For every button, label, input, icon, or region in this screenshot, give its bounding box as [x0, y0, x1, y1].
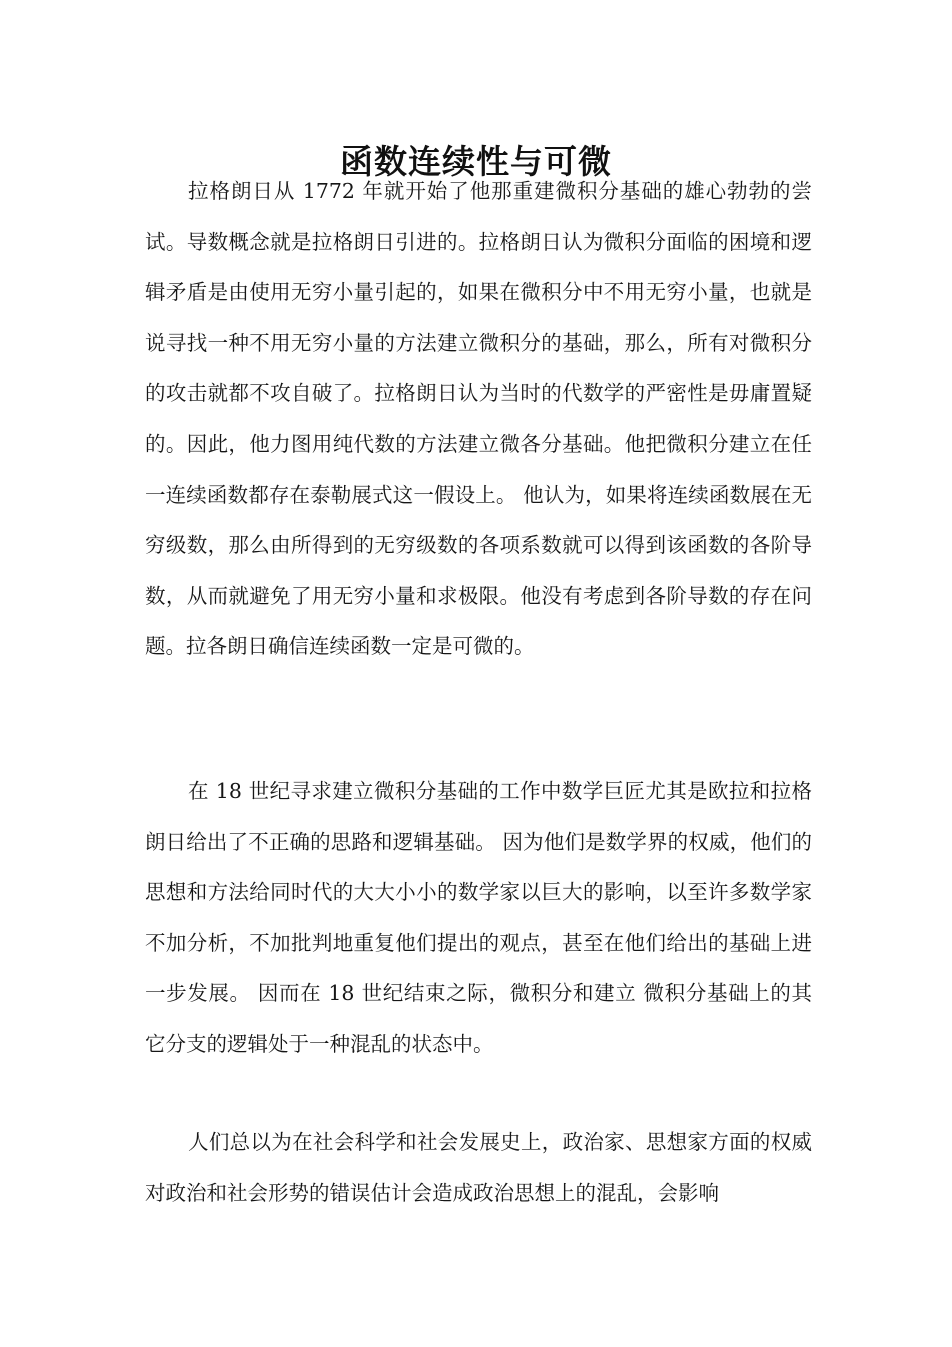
paragraph-3: 人们总以为在社会科学和社会发展史上，政治家、思想家方面的权威对政治和社会形势的错误估计会造成政治思想上的混乱，会影响: [145, 1130, 812, 1205]
paragraph-2: 在 18 世纪寻求建立微积分基础的工作中数学巨匠尤其是欧拉和拉格朗日给出了不正确的思路和逻辑基础。 因为他们是数学界的权威，他们的思想和方法给同时代的大大小小的数学家以巨大的影响，以至许多数学家不加分析，不加批判地重复他们提出的观点，甚至在他们给出的基础上进一步发展。 因而在 18 世纪结束之际，微积分和建立 微积分基础上的其它分支的逻辑处于一种混乱的状态中。: [145, 779, 812, 1056]
paragraph-1: 拉格朗日从 1772 年就开始了他那重建微积分基础的雄心勃勃的尝试。导数概念就是拉格朗日引进的。拉格朗日认为微积分面临的困境和逻辑矛盾是由使用无穷小量引起的，如果在微积分中不用无穷小量，也就是说寻找一种不用无穷小量的方法建立微积分的基础，那么，所有对微积分的攻击就都不攻自破了。拉格朗日认为当时的代数学的严密性是毋庸置疑的。因此，他力图用纯代数的方法建立微各分基础。他把微积分建立在任一连续函数都存在泰勒展式这一假设上。 他认为，如果将连续函数展在无穷级数，那么由所得到的无穷级数的各项系数就可以得到该函数的各阶导数，从而就避免了用无穷小量和求极限。他没有考虑到各阶导数的存在问题。拉各朗日确信连续函数一定是可微的。: [145, 179, 812, 659]
page-title: 函数连续性与可微: [340, 142, 612, 182]
